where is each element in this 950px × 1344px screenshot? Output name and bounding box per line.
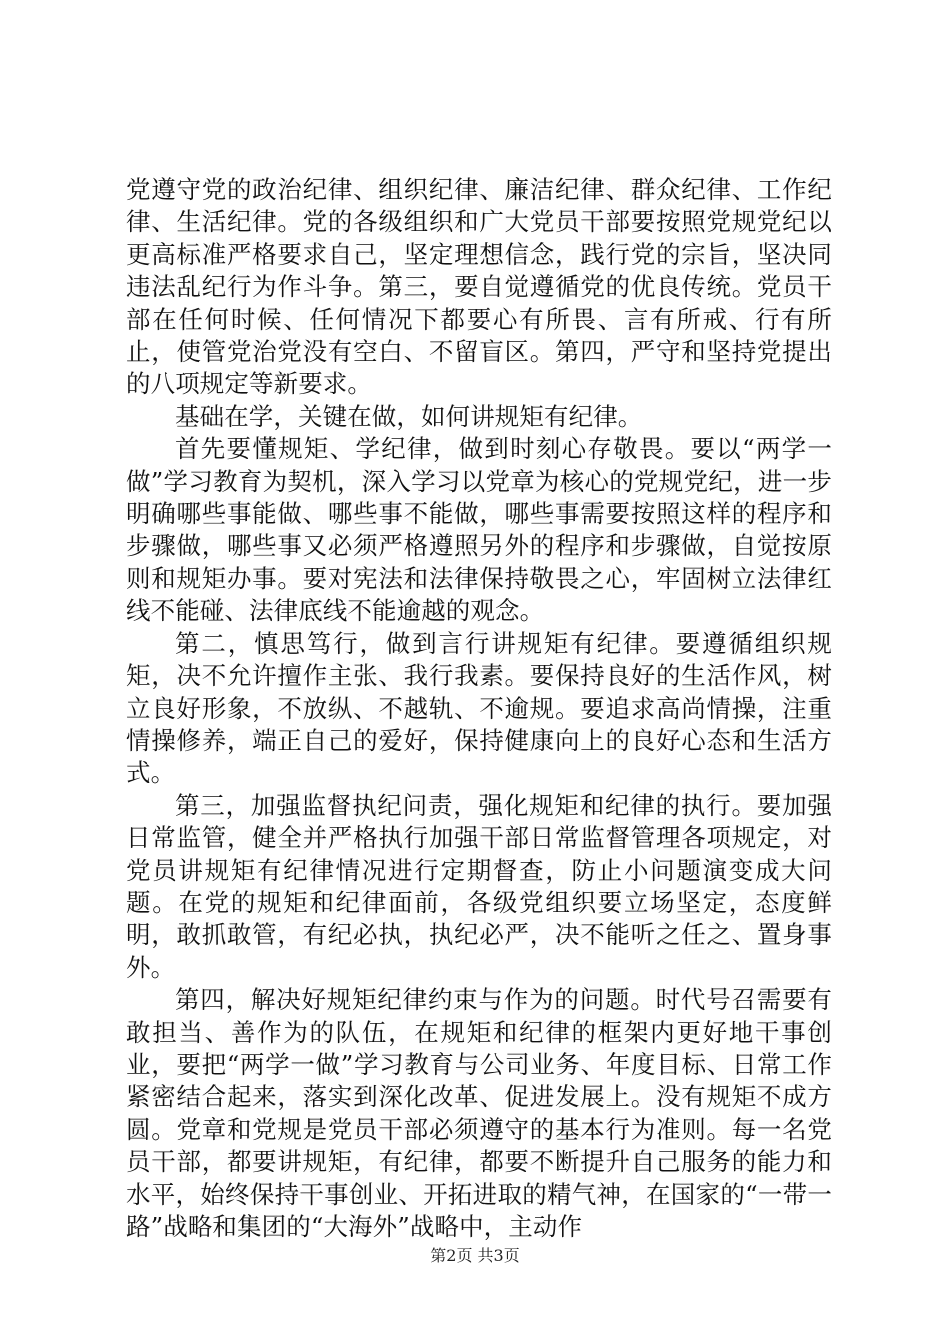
paragraph-5: 第三，加强监督执纪问责，强化规矩和纪律的执行。要加强日常监管，健全并严格执行加强干部日常监督管理各项规定，对党员讲规矩有纪律情况进行定期督查，防止小问题演变成大问题。在党的规矩和纪律面前，各级党组织要立场坚定，态度鲜明，敢抓敢管，有纪必执，执纪必严，决不能听之任之、置身事外。 — [126, 790, 832, 982]
paragraph-4: 第二，慎思笃行，做到言行讲规矩有纪律。要遵循组织规矩，决不允许擅作主张、我行我素。要保持良好的生活作风，树立良好形象，不放纵、不越轨、不逾规。要追求高尚情操，注重情操修养，端正自己的爱好，保持健康向上的良好心态和生活方式。 — [126, 628, 832, 788]
paragraph-1: 党遵守党的政治纪律、组织纪律、廉洁纪律、群众纪律、工作纪律、生活纪律。党的各级组织和广大党员干部要按照党规党纪以更高标准严格要求自己，坚定理想信念，践行党的宗旨，坚决同违法乱纪行为作斗争。第三，要自觉遵循党的优良传统。党员干部在任何时候、任何情况下都要心有所畏、言有所戒、行有所止，使管党治党没有空白、不留盲区。第四，严守和坚持党提出的八项规定等新要求。 — [126, 175, 832, 399]
page-number-label: 第2页 共3页 — [430, 1246, 520, 1265]
paragraph-3: 首先要懂规矩、学纪律，做到时刻心存敬畏。要以“两学一做”学习教育为契机，深入学习以党章为核心的党规党纪，进一步明确哪些事能做、哪些事不能做，哪些事需要按照这样的程序和步骤做，哪些事又必须严格遵照另外的程序和步骤做，自觉按原则和规矩办事。要对宪法和法律保持敬畏之心，牢固树立法律红线不能碰、法律底线不能逾越的观念。 — [126, 434, 832, 626]
document-body — [126, 174, 832, 1243]
page-footer — [0, 1246, 950, 1266]
paragraph-6: 第四，解决好规矩纪律约束与作为的问题。时代号召需要有敢担当、善作为的队伍，在规矩和纪律的框架内更好地干事创业，要把“两学一做”学习教育与公司业务、年度目标、日常工作紧密结合起来，落实到深化改革、促进发展上。没有规矩不成方圆。党章和党规是党员干部必须遵守的基本行为准则。每一名党员干部，都要讲规矩，有纪律，都要不断提升自己服务的能力和水平，始终保持干事创业、开拓进取的精气神，在国家的“一带一路”战略和集团的“大海外”战略中，主动作 — [126, 985, 832, 1241]
paragraph-2: 基础在学，关键在做，如何讲规矩有纪律。 — [175, 401, 643, 431]
